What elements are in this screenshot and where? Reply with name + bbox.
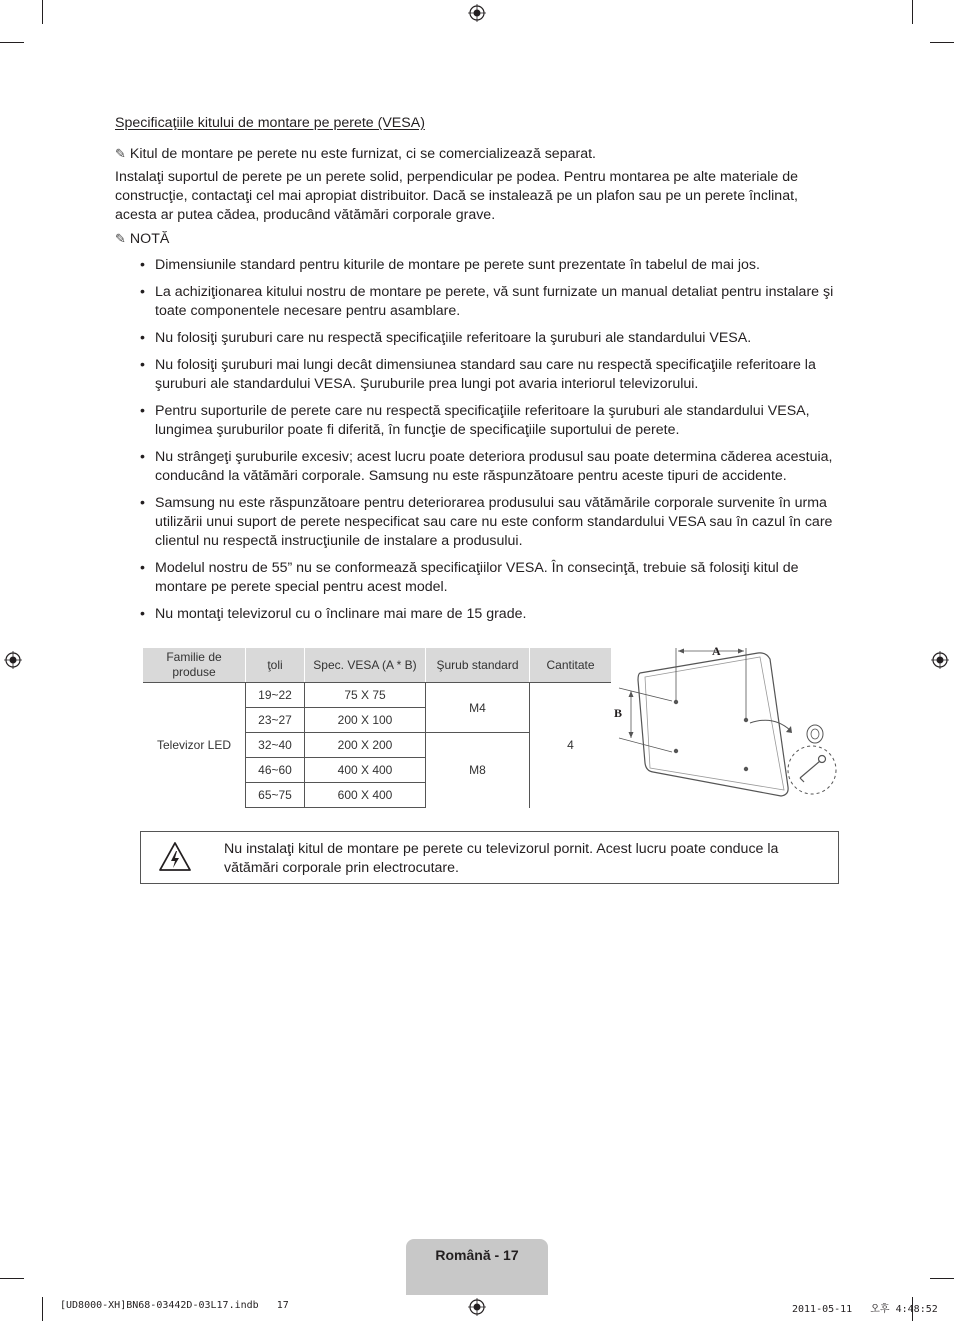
nota-heading xyxy=(115,230,169,249)
crop-mark xyxy=(42,0,43,24)
pen-note-icon: ✎ xyxy=(115,147,126,162)
vesa-spec-table xyxy=(143,648,611,808)
list-item: • Modelul nostru de 55” nu se conformează specificaţiilor VESA. În consecinţă, trebuie să folosiţi kitul de montare pe perete special pentru acest model. xyxy=(140,559,840,597)
registration-mark-icon xyxy=(931,651,949,669)
note-bullet-list xyxy=(140,256,840,632)
crop-mark xyxy=(0,1278,24,1279)
section-title: Specificaţiile kitului de montare pe perete (VESA) xyxy=(115,115,425,131)
crop-mark xyxy=(930,1278,954,1279)
list-item: • Nu folosiţi şuruburi care nu respectă specificaţiile referitoare la şuruburi ale standardului VESA. xyxy=(140,329,840,348)
registration-mark-icon xyxy=(468,4,486,22)
column-header: ţoli xyxy=(246,648,305,683)
vesa-cell: 200 X 200 xyxy=(305,733,426,758)
nota-label: NOTĂ xyxy=(129,231,170,247)
note-line xyxy=(115,145,840,164)
list-item: • Pentru suporturile de perete care nu respectă specificaţiile referitoare la şuruburi ale standardului VESA, lungimea şuruburilor poate fi diferită, în funcţie de specificaţiile suportului de perete. xyxy=(140,402,840,440)
tv-back-mount-diagram xyxy=(608,635,843,810)
dimension-label-b: B xyxy=(614,706,623,720)
column-header: Spec. VESA (A * B) xyxy=(305,648,426,683)
electric-shock-warning-icon xyxy=(158,840,192,874)
table-header-row xyxy=(143,648,611,683)
product-family-cell: Televizor LED xyxy=(156,738,232,753)
print-footer-timestamp: 2011-05-11 오후 4:48:52 xyxy=(792,1304,938,1315)
intro-paragraph: Instalaţi suportul de perete pe un perete solid, perpendicular pe podea. Pentru montarea pe alte materiale de construcţie, contactaţi cel mai apropiat distribuitor. Dacă se instalează pe un plafon sau pe un perete înclinat, acesta ar putea cădea, producând vătămări corporale grave. xyxy=(115,169,799,223)
list-item: • Nu strângeţi şuruburile excesiv; acest lucru poate deteriora produsul sau poate determina căderea acestuia, conducând la vătămări corporale. Samsung nu este răspunzătoare pentru aceste tipuri de accidente. xyxy=(140,448,840,486)
list-item: • Nu folosiţi şuruburi mai lungi decât dimensiunea standard sau care nu respectă specificaţiile referitoare la şuruburi ale standardului VESA. Şuruburile prea lungi pot avaria interiorul televizorului. xyxy=(140,356,840,394)
crop-mark xyxy=(0,42,24,43)
vesa-cell: 400 X 400 xyxy=(305,758,426,783)
screw-cell: M8 xyxy=(426,733,530,808)
inch-cell: 46~60 xyxy=(246,758,305,783)
registration-mark-icon xyxy=(4,651,22,669)
warning-text: Nu instalaţi kitul de montare pe perete cu televizorul pornit. Acest lucru poate conduce la vătămări corporale prin electrocutare. xyxy=(224,841,779,876)
list-item: • Dimensiunile standard pentru kiturile de montare pe perete sunt prezentate în tabelul de mai jos. xyxy=(140,256,840,275)
inch-cell: 65~75 xyxy=(246,783,305,808)
quantity-cell: 4 xyxy=(530,683,612,808)
dimension-label-a: A xyxy=(712,644,721,658)
crop-mark xyxy=(930,42,954,43)
print-footer-file: [UD8000-XH]BN68-03442D-03L17.indb 17 xyxy=(60,1300,289,1311)
vesa-cell: 75 X 75 xyxy=(305,683,426,708)
pen-note-icon: ✎ xyxy=(115,232,126,247)
screw-cell: M4 xyxy=(426,683,530,733)
crop-mark xyxy=(42,1297,43,1321)
vesa-cell: 200 X 100 xyxy=(305,708,426,733)
page-number: Română - 17 xyxy=(435,1247,519,1263)
note-text: Kitul de montare pe perete nu este furnizat, ci se comercializează separat. xyxy=(129,146,596,162)
table-row xyxy=(143,683,611,708)
inch-cell: 19~22 xyxy=(246,683,305,708)
column-header: Şurub standard xyxy=(426,648,530,683)
list-item: • La achiziţionarea kitului nostru de montare pe perete, vă sunt furnizate un manual detaliat pentru instalare şi toate componentele necesare pentru asamblare. xyxy=(140,283,840,321)
column-header: Cantitate xyxy=(530,648,612,683)
crop-mark xyxy=(912,0,913,24)
list-item: • Samsung nu este răspunzătoare pentru deteriorarea produsului sau vătămările corporale survenite în urma utilizării unui suport de perete nespecificat sau care nu este conform standardului VESA sau în cazul în care clientul nu respectă instrucţiunile de instalare a produsului. xyxy=(140,494,840,551)
column-header: Familie de produse xyxy=(143,648,246,683)
vesa-cell: 600 X 400 xyxy=(305,783,426,808)
registration-mark-icon xyxy=(468,1298,486,1316)
inch-cell: 23~27 xyxy=(246,708,305,733)
inch-cell: 32~40 xyxy=(246,733,305,758)
list-item: • Nu montaţi televizorul cu o înclinare mai mare de 15 grade. xyxy=(140,605,840,624)
